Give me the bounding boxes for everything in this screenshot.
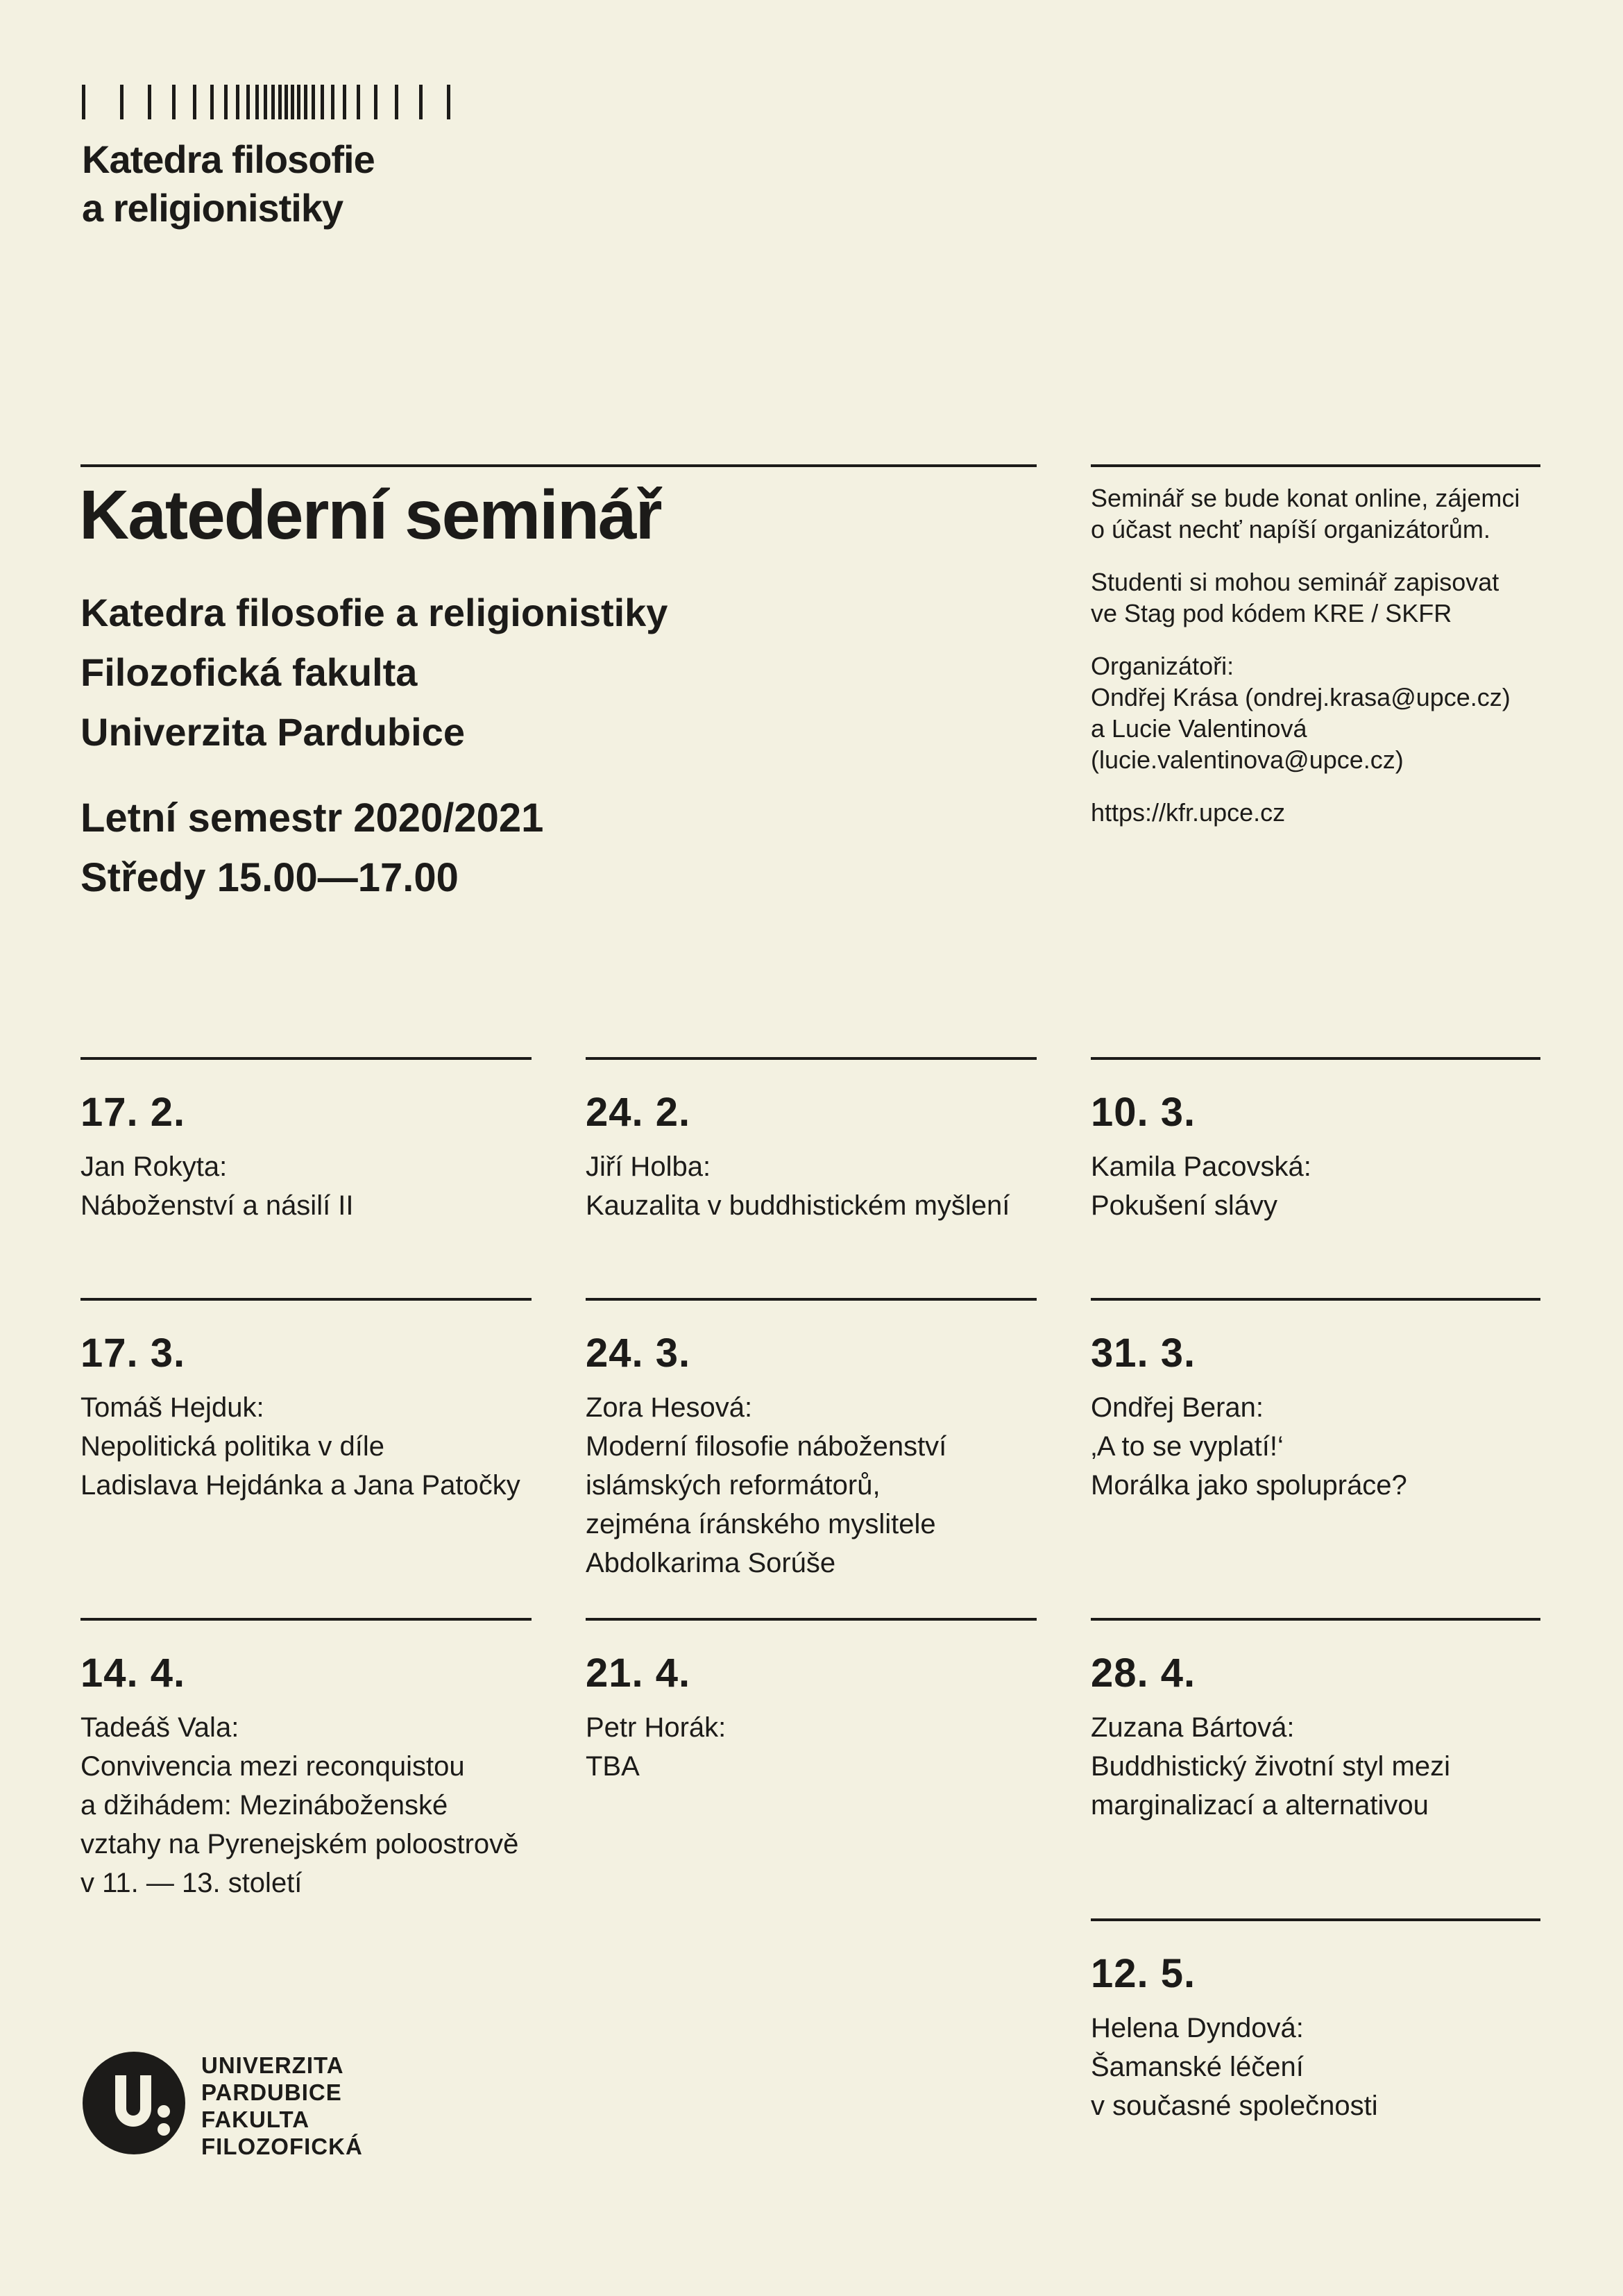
barcode-bar bbox=[255, 85, 259, 119]
talk-body bbox=[1091, 1708, 1577, 1825]
talk-title-line: Pokušení slávy bbox=[1091, 1190, 1278, 1221]
barcode-bar bbox=[278, 85, 282, 119]
barcode-bar bbox=[271, 85, 275, 119]
barcode-bar bbox=[395, 85, 398, 119]
talk-speaker: Zuzana Bártová: bbox=[1091, 1712, 1295, 1743]
barcode-bar bbox=[224, 85, 228, 119]
info-organizers: Organizátoři: Ondřej Krása (ondrej.krasa@upce.cz) a Lucie Valentinová (lucie.valentinova@upce.cz) bbox=[1091, 652, 1511, 774]
talk-body bbox=[586, 1708, 1071, 1786]
org-university: Univerzita Pardubice bbox=[80, 710, 465, 754]
talk-date: 24. 2. bbox=[586, 1090, 691, 1135]
talk-rule bbox=[80, 1298, 532, 1301]
barcode-bar bbox=[304, 85, 307, 119]
talk-speaker: Petr Horák: bbox=[586, 1712, 726, 1743]
talk-title-line: Šamanské léčení bbox=[1091, 2052, 1304, 2082]
barcode-bar bbox=[284, 85, 288, 119]
barcode-bar bbox=[343, 85, 346, 119]
talk-rule bbox=[80, 1618, 532, 1621]
barcode-bar bbox=[357, 85, 360, 119]
barcode-bar bbox=[312, 85, 315, 119]
talk-rule bbox=[1091, 1618, 1540, 1621]
department-header bbox=[82, 135, 375, 233]
talk-title-line: islámských reformátorů, bbox=[586, 1470, 881, 1501]
info-enrollment: Studenti si mohou seminář zapisovat ve Stag pod kódem KRE / SKFR bbox=[1091, 568, 1499, 627]
talk-body bbox=[1091, 1388, 1577, 1505]
semester: Letní semestr 2020/2021 bbox=[80, 795, 544, 841]
talk-date: 17. 3. bbox=[80, 1331, 186, 1376]
talk-title-line: a džihádem: Mezináboženské bbox=[80, 1790, 448, 1821]
talk-speaker: Tomáš Hejduk: bbox=[80, 1392, 264, 1423]
schedule-time: Středy 15.00—17.00 bbox=[80, 855, 459, 900]
info-website bbox=[1091, 797, 1563, 828]
barcode-bar bbox=[246, 85, 250, 119]
talk-title-line: Ladislava Hejdánka a Jana Patočky bbox=[80, 1470, 520, 1501]
talk-date: 17. 2. bbox=[80, 1090, 186, 1135]
page-title: Katederní seminář bbox=[79, 476, 661, 554]
talk-speaker: Helena Dyndová: bbox=[1091, 2013, 1304, 2043]
talk-date: 24. 3. bbox=[586, 1331, 691, 1376]
website-link[interactable]: https://kfr.upce.cz bbox=[1091, 798, 1286, 827]
talk-title-line: Convivencia mezi reconquistou bbox=[80, 1751, 465, 1782]
talk-title-line: Moderní filosofie náboženství bbox=[586, 1431, 947, 1462]
barcode-bar bbox=[148, 85, 151, 119]
logo-line: PARDUBICE bbox=[201, 2079, 342, 2105]
talk-rule bbox=[80, 1057, 532, 1060]
talk-rule bbox=[586, 1057, 1037, 1060]
talk-title-line: Morálka jako spolupráce? bbox=[1091, 1470, 1407, 1501]
talk-rule bbox=[1091, 1918, 1540, 1921]
barcode-bar bbox=[172, 85, 176, 119]
talk-title-line: Náboženství a násilí II bbox=[80, 1190, 354, 1221]
talk-date: 14. 4. bbox=[80, 1651, 186, 1696]
university-u-mark-icon bbox=[82, 2048, 193, 2159]
info-column bbox=[1091, 482, 1563, 850]
organization-block bbox=[80, 583, 668, 762]
talk-title-line: v 11. — 13. století bbox=[80, 1868, 303, 1898]
talk-speaker: Tadeáš Vala: bbox=[80, 1712, 239, 1743]
talk-rule bbox=[586, 1618, 1037, 1621]
barcode-decoration bbox=[82, 85, 450, 119]
logo-line: FAKULTA bbox=[201, 2107, 310, 2132]
barcode-bar bbox=[210, 85, 214, 119]
talk-speaker: Jiří Holba: bbox=[586, 1151, 711, 1182]
barcode-bar bbox=[236, 85, 239, 119]
talk-speaker: Jan Rokyta: bbox=[80, 1151, 228, 1182]
talk-body bbox=[1091, 2009, 1577, 2125]
talk-title-line: zejména íránského myslitele bbox=[586, 1509, 936, 1539]
talk-rule bbox=[586, 1298, 1037, 1301]
talk-body bbox=[586, 1147, 1071, 1225]
logo-line: UNIVERZITA bbox=[201, 2052, 344, 2078]
barcode-bar bbox=[264, 85, 267, 119]
talk-title-line: Nepolitická politika v díle bbox=[80, 1431, 384, 1462]
talk-rule bbox=[1091, 1298, 1540, 1301]
barcode-bar bbox=[419, 85, 423, 119]
barcode-bar bbox=[374, 85, 377, 119]
talk-speaker: Zora Hesová: bbox=[586, 1392, 753, 1423]
talk-rule bbox=[1091, 1057, 1540, 1060]
talk-body bbox=[1091, 1147, 1577, 1225]
barcode-bar bbox=[331, 85, 334, 119]
talk-date: 12. 5. bbox=[1091, 1951, 1196, 1996]
barcode-bar bbox=[120, 85, 124, 119]
logo-text bbox=[201, 2052, 363, 2160]
department-line: Katedra filosofie bbox=[82, 137, 375, 181]
talk-title-line: Abdolkarima Sorúše bbox=[586, 1548, 836, 1578]
barcode-bar bbox=[82, 85, 85, 119]
talk-date: 31. 3. bbox=[1091, 1331, 1196, 1376]
barcode-bar bbox=[447, 85, 450, 119]
barcode-bar bbox=[321, 85, 324, 119]
talk-title-line: Kauzalita v buddhistickém myšlení bbox=[586, 1190, 1010, 1221]
talk-title-line: ‚A to se vyplatí!‘ bbox=[1091, 1431, 1284, 1462]
department-line: a religionistiky bbox=[82, 186, 343, 230]
logo-line: FILOZOFICKÁ bbox=[201, 2134, 363, 2159]
barcode-bar bbox=[193, 85, 196, 119]
talk-body bbox=[586, 1388, 1071, 1582]
org-department: Katedra filosofie a religionistiky bbox=[80, 591, 668, 634]
title-rule bbox=[80, 464, 1037, 467]
talk-date: 28. 4. bbox=[1091, 1651, 1196, 1696]
talk-speaker: Ondřej Beran: bbox=[1091, 1392, 1264, 1423]
talk-title-line: v současné společnosti bbox=[1091, 2091, 1378, 2121]
talk-body bbox=[80, 1388, 566, 1505]
info-online: Seminář se bude konat online, zájemci o účast nechť napíší organizátorům. bbox=[1091, 484, 1520, 543]
barcode-bar bbox=[297, 85, 300, 119]
talk-title-line: marginalizací a alternativou bbox=[1091, 1790, 1429, 1821]
talk-body bbox=[80, 1147, 566, 1225]
university-logo bbox=[82, 2048, 387, 2159]
talk-date: 10. 3. bbox=[1091, 1090, 1196, 1135]
talk-body bbox=[80, 1708, 566, 1902]
talk-speaker: Kamila Pacovská: bbox=[1091, 1151, 1311, 1182]
talk-title-line: vztahy na Pyrenejském poloostrově bbox=[80, 1829, 519, 1859]
talk-date: 21. 4. bbox=[586, 1651, 691, 1696]
term-block bbox=[80, 788, 543, 908]
org-faculty: Filozofická fakulta bbox=[80, 650, 418, 694]
info-rule bbox=[1091, 464, 1540, 467]
talk-title-line: TBA bbox=[586, 1751, 640, 1782]
talk-title-line: Buddhistický životní styl mezi bbox=[1091, 1751, 1450, 1782]
barcode-bar bbox=[291, 85, 294, 119]
